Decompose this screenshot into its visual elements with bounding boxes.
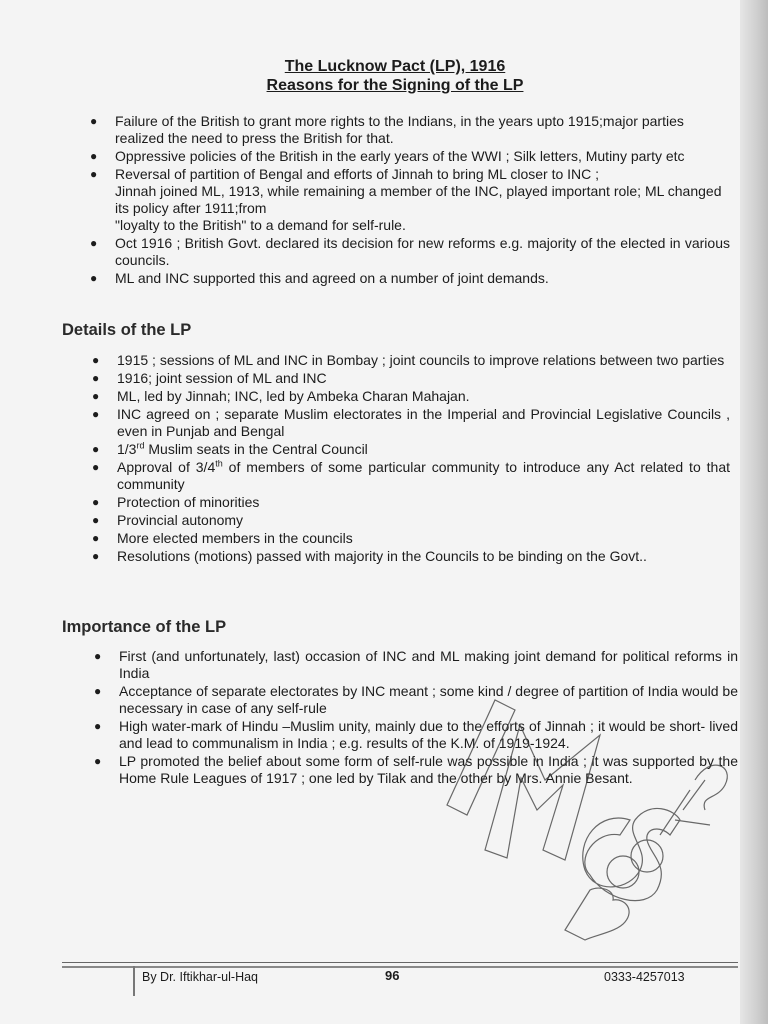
reasons-list [90, 113, 730, 288]
bullet-icon: ● [90, 149, 98, 163]
importance-heading: Importance of the LP [62, 618, 227, 636]
bullet-icon: ● [92, 371, 100, 385]
list-item: ● First (and unfortunately, last) occasion of INC and ML making joint demand for political reforms in India [94, 648, 738, 681]
list-item: ● Reversal of partition of Bengal and efforts of Jinnah to bring ML closer to INC ; Jinnah joined ML, 1913, while remaining a member of the INC, played important role; ML changed its policy after 1911;from "loyalty to the British" to a demand for self-rule. [90, 166, 722, 233]
list-item: ● 1915 ; sessions of ML and INC in Bombay ; joint councils to improve relations between two parties [92, 352, 725, 368]
list-item: ● Acceptance of separate electorates by INC meant ; some kind / degree of partition of India would be necessary in case of any self-rule [94, 683, 738, 716]
bullet-icon: ● [92, 353, 100, 367]
list-item: ● Protection of minorities [92, 494, 260, 510]
bullet-icon: ● [94, 649, 102, 663]
bullet-icon: ● [92, 531, 100, 545]
list-item: ● Failure of the British to grant more rights to the Indians, in the years upto 1915;major parties realized the need to press the British for that. [90, 113, 684, 146]
footer-rule-thick [62, 966, 738, 968]
footer-phone: 0333-4257013 [604, 970, 685, 984]
list-item: ● Oct 1916 ; British Govt. declared its decision for new reforms e.g. majority of the elected in various councils. [90, 235, 730, 268]
list-item: ● Oppressive policies of the British in the early years of the WWI ; Silk letters, Mutiny party etc [90, 148, 685, 164]
bullet-icon: ● [90, 167, 98, 181]
list-item: ● More elected members in the councils [92, 530, 353, 546]
bullet-icon: ● [90, 114, 98, 128]
list-item: ● High water-mark of Hindu –Muslim unity, mainly due to the efforts of Jinnah ; it would be short- lived and lead to communalism in India ; e.g. results of the K.M. of 1919-1924. [94, 718, 738, 751]
details-list [92, 352, 730, 566]
reason-continuation: "loyalty to the British" to a demand for self-rule. [115, 217, 406, 233]
footer-author: By Dr. Iftikhar-ul-Haq [142, 970, 259, 984]
list-item: ● LP promoted the belief about some form of self-rule was possible in India ; it was supported by the Home Rule Leagues of 1917 ; one led by Tilak and the other by Mrs. Annie Besant. [94, 753, 738, 786]
reasons-heading: Reasons for the Signing of the LP [266, 77, 524, 94]
list-item: ● ML, led by Jinnah; INC, led by Ambeka Charan Mahajan. [92, 388, 470, 404]
list-item: ● Approval of 3/4th of members of some particular community to introduce any Act related to that community [92, 458, 731, 492]
list-item: ● Resolutions (motions) passed with majority in the Councils to be binding on the Govt.. [92, 548, 647, 564]
bullet-icon: ● [94, 719, 102, 733]
bullet-icon: ● [94, 754, 102, 768]
page-title: The Lucknow Pact (LP), 1916 [284, 58, 506, 75]
bullet-icon: ● [92, 513, 100, 527]
bullet-icon: ● [92, 460, 100, 474]
watermark-logo [425, 660, 745, 960]
bullet-icon: ● [92, 442, 100, 456]
bullet-icon: ● [94, 684, 102, 698]
list-item: ● ML and INC supported this and agreed on a number of joint demands. [90, 270, 549, 286]
page-edge-shadow [740, 0, 768, 1024]
list-item: ● Provincial autonomy [92, 512, 244, 528]
details-heading: Details of the LP [62, 321, 192, 339]
list-item: ● 1/3rd Muslim seats in the Central Council [92, 440, 368, 457]
bullet-icon: ● [92, 549, 100, 563]
page-number: 96 [385, 968, 400, 983]
bullet-icon: ● [92, 389, 100, 403]
bullet-icon: ● [90, 271, 98, 285]
bullet-icon: ● [92, 495, 100, 509]
list-item: ● 1916; joint session of ML and INC [92, 370, 327, 386]
bullet-icon: ● [92, 407, 100, 421]
footer-rule [62, 962, 738, 963]
footer-divider [133, 966, 135, 996]
list-item: ● INC agreed on ; separate Muslim electorates in the Imperial and Provincial Legislative Councils , even in Punjab and Bengal [92, 406, 730, 439]
bullet-icon: ● [90, 236, 98, 250]
reason-continuation: Jinnah joined ML, 1913, while remaining a member of the INC, played important role; ML changed its policy after 1911;from [115, 183, 722, 216]
